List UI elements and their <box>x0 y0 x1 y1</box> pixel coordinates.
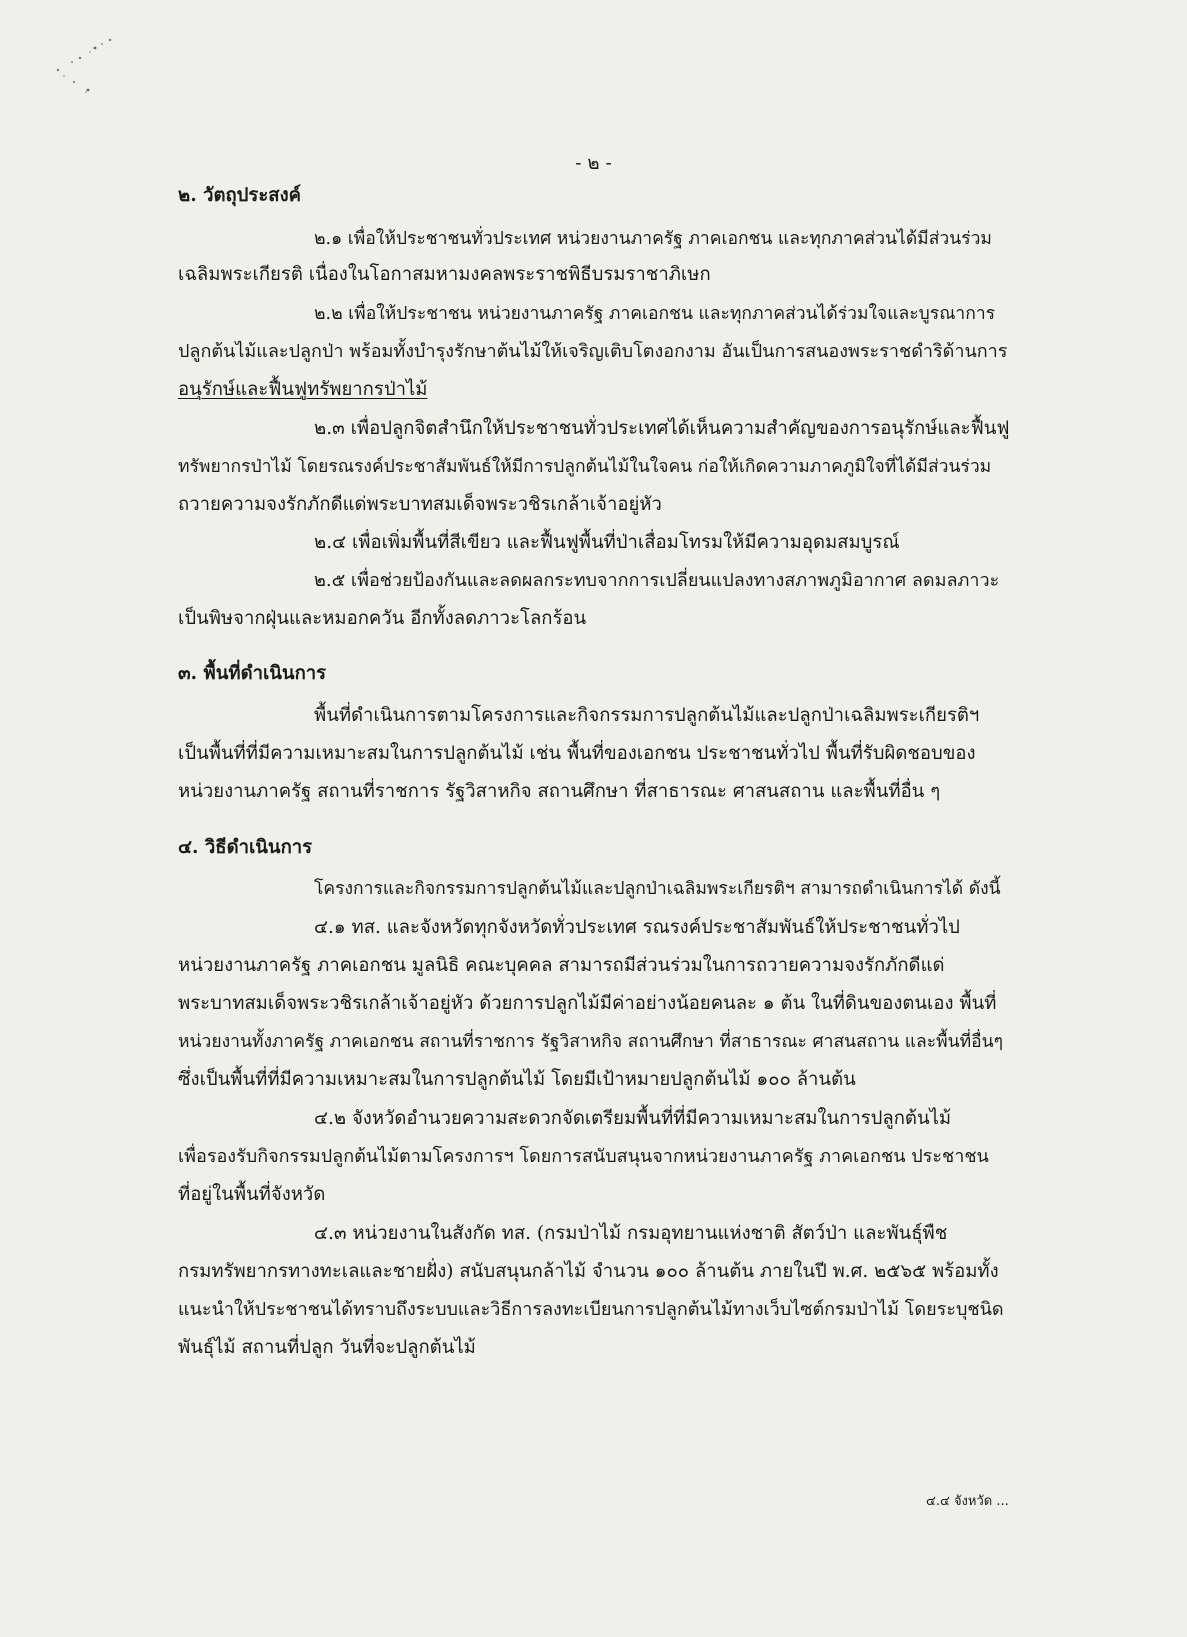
section-3-line: พื้นที่ดำเนินการตามโครงการและกิจกรรมการปลูกต้นไม้และปลูกป่าเฉลิมพระเกียรติฯ <box>314 705 980 726</box>
section-3-line: หน่วยงานภาครัฐ สถานที่ราชการ รัฐวิสาหกิจ สถานศึกษา ที่สาธารณะ ศาสนสถาน และพื้นที่อื่น ๆ <box>178 781 941 802</box>
section-2-heading: ๒. วัตถุประสงค์ <box>178 185 301 206</box>
section-2-line: เฉลิมพระเกียรติ เนื่องในโอกาสมหามงคลพระราชพิธีบรมราชาภิเษก <box>178 264 711 285</box>
section-4-line: พระบาทสมเด็จพระวชิรเกล้าเจ้าอยู่หัว ด้วยการปลูกไม้มีค่าอย่างน้อยคนละ ๑ ต้น ในที่ดินของตนเอง พื้นที่ <box>178 993 997 1014</box>
scan-speckle-marks <box>50 30 130 110</box>
section-2-line: ๒.๕ เพื่อช่วยป้องกันและลดผลกระทบจากการเปลี่ยนแปลงทางสภาพภูมิอากาศ ลดมลภาวะ <box>314 570 1000 591</box>
section-4-line: พันธุ์ไม้ สถานที่ปลูก วันที่จะปลูกต้นไม้ <box>178 1337 476 1358</box>
section-4-line: แนะนำให้ประชาชนได้ทราบถึงระบบและวิธีการลงทะเบียนการปลูกต้นไม้ทางเว็บไซต์กรมป่าไม้ โดยระบุชนิด <box>178 1299 1004 1320</box>
section-4-line: หน่วยงานภาครัฐ ภาคเอกชน มูลนิธิ คณะบุคคล สามารถมีส่วนร่วมในการถวายความจงรักภักดีแด่ <box>178 955 945 976</box>
section-4-line: ที่อยู่ในพื้นที่จังหวัด <box>178 1184 326 1205</box>
section-4-line: ซึ่งเป็นพื้นที่ที่มีความเหมาะสมในการปลูกต้นไม้ โดยมีเป้าหมายปลูกต้นไม้ ๑๐๐ ล้านต้น <box>178 1069 856 1090</box>
section-4-line: กรมทรัพยากรทางทะเลและชายฝั่ง) สนับสนุนกล้าไม้ จำนวน ๑๐๐ ล้านต้น ภายในปี พ.ศ. ๒๕๖๕ พร้อมทั้ง <box>178 1261 999 1282</box>
section-2-line: อนุรักษ์และฟื้นฟูทรัพยากรป่าไม้ <box>178 379 428 400</box>
section-4-heading: ๔. วิธีดำเนินการ <box>178 837 313 858</box>
section-2-line: ทรัพยากรป่าไม้ โดยรณรงค์ประชาสัมพันธ์ให้มีการปลูกต้นไม้ในใจคน ก่อให้เกิดความภาคภูมิใจที่ได้มีส่วนร่วม <box>178 457 992 477</box>
section-2-line: เป็นพิษจากฝุ่นและหมอกควัน อีกทั้งลดภาวะโลกร้อน <box>178 608 587 629</box>
section-2-line: ๒.๔ เพื่อเพิ่มพื้นที่สีเขียว และฟื้นฟูพื้นที่ป่าเสื่อมโทรมให้มีความอุดมสมบูรณ์ <box>314 532 900 553</box>
continuation-note: ๔.๔ จังหวัด ... <box>926 1494 1009 1509</box>
section-4-line: ๔.๑ ทส. และจังหวัดทุกจังหวัดทั่วประเทศ รณรงค์ประชาสัมพันธ์ให้ประชาชนทั่วไป <box>314 917 960 938</box>
section-2-line: ๒.๒ เพื่อให้ประชาชน หน่วยงานภาครัฐ ภาคเอกชน และทุกภาคส่วนได้ร่วมใจและบูรณาการ <box>314 304 996 324</box>
section-4-line: ๔.๒ จังหวัดอำนวยความสะดวกจัดเตรียมพื้นที่ที่มีความเหมาะสมในการปลูกต้นไม้ <box>314 1108 952 1129</box>
section-2-line: ๒.๓ เพื่อปลูกจิตสำนึกให้ประชาชนทั่วประเทศได้เห็นความสำคัญของการอนุรักษ์และฟื้นฟู <box>314 418 1010 439</box>
section-4-line: เพื่อรองรับกิจกรรมปลูกต้นไม้ตามโครงการฯ โดยการสนับสนุนจากหน่วยงานภาครัฐ ภาคเอกชน ประชาชน <box>178 1146 989 1167</box>
section-4-line: โครงการและกิจกรรมการปลูกต้นไม้และปลูกป่าเฉลิมพระเกียรติฯ สามารถดำเนินการได้ ดังนี้ <box>314 879 1001 899</box>
section-3-heading: ๓. พื้นที่ดำเนินการ <box>178 663 327 684</box>
section-2-line: ปลูกต้นไม้และปลูกป่า พร้อมทั้งบำรุงรักษาต้นไม้ให้เจริญเติบโตงอกงาม อันเป็นการสนองพระราชดำริด้านการ <box>178 341 1008 362</box>
section-4-line: ๔.๓ หน่วยงานในสังกัด ทส. (กรมป่าไม้ กรมอุทยานแห่งชาติ สัตว์ป่า และพันธุ์พืช <box>314 1223 948 1244</box>
section-3-line: เป็นพื้นที่ที่มีความเหมาะสมในการปลูกต้นไม้ เช่น พื้นที่ของเอกชน ประชาชนทั่วไป พื้นที่รับผิดชอบของ <box>178 743 976 764</box>
section-4-line: หน่วยงานทั้งภาครัฐ ภาคเอกชน สถานที่ราชการ รัฐวิสาหกิจ สถานศึกษา ที่สาธารณะ ศาสนสถาน และพื้นที่อื่นๆ <box>178 1032 1004 1052</box>
page-number: - ๒ - <box>575 153 612 174</box>
section-2-line: ถวายความจงรักภักดีแด่พระบาทสมเด็จพระวชิรเกล้าเจ้าอยู่หัว <box>178 494 662 515</box>
section-2-line: ๒.๑ เพื่อให้ประชาชนทั่วประเทศ หน่วยงานภาครัฐ ภาคเอกชน และทุกภาคส่วนได้มีส่วนร่วม <box>314 229 992 249</box>
